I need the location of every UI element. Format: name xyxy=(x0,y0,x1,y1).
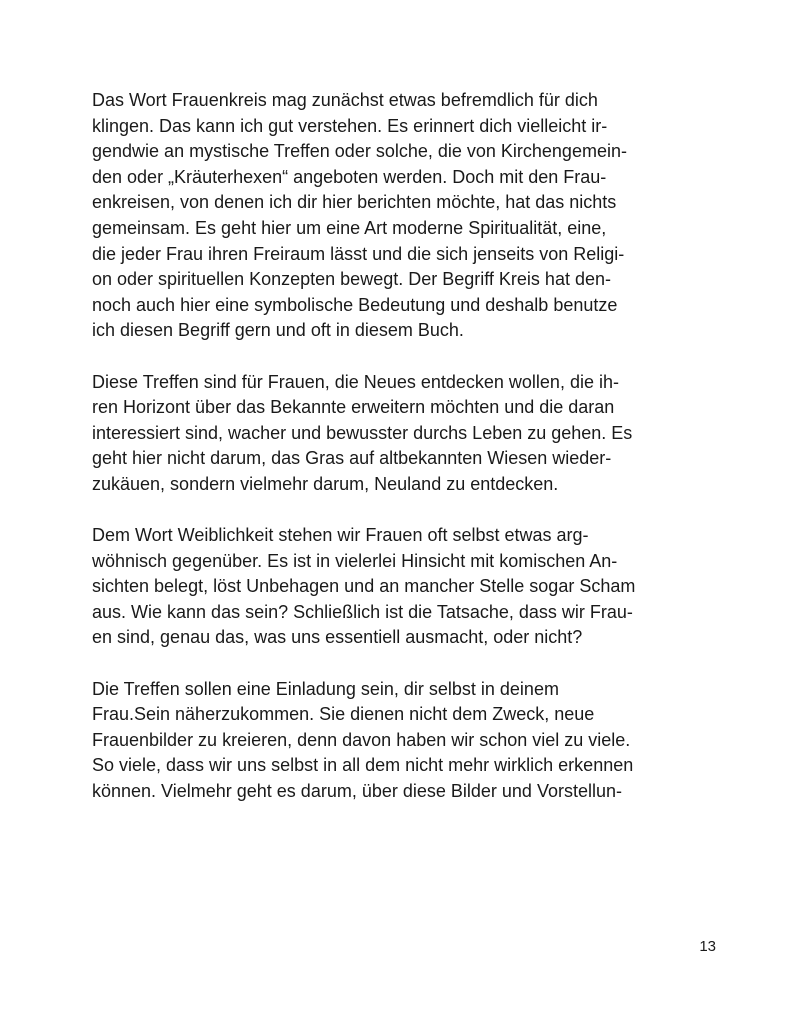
text-line: gendwie an mystische Treffen oder solche, die von Kirchengemein- xyxy=(92,141,627,162)
text-line: geht hier nicht darum, das Gras auf altbekannten Wiesen wieder- xyxy=(92,448,612,469)
text-line: noch auch hier eine symbolische Bedeutung und deshalb benutze xyxy=(92,294,618,315)
text-line: Diese Treffen sind für Frauen, die Neues entdecken wollen, die ih- xyxy=(92,371,619,392)
paragraph-3 xyxy=(92,523,717,651)
text-line: können. Vielmehr geht es darum, über diese Bilder und Vorstellun- xyxy=(92,781,622,802)
text-line: ich diesen Begriff gern und oft in diesem Buch. xyxy=(92,320,464,341)
text-line: klingen. Das kann ich gut verstehen. Es erinnert dich vielleicht ir- xyxy=(92,115,608,136)
text-line: sichten belegt, löst Unbehagen und an mancher Stelle sogar Scham xyxy=(92,576,636,597)
paragraph-1 xyxy=(92,88,717,344)
text-line: die jeder Frau ihren Freiraum lässt und die sich jenseits von Religi- xyxy=(92,243,625,264)
text-line: wöhnisch gegenüber. Es ist in vielerlei Hinsicht mit komischen An- xyxy=(92,550,618,571)
text-line: en sind, genau das, was uns essentiell ausmacht, oder nicht? xyxy=(92,627,583,648)
text-line: enkreisen, von denen ich dir hier berichten möchte, hat das nichts xyxy=(92,192,617,213)
text-line: Dem Wort Weiblichkeit stehen wir Frauen oft selbst etwas arg- xyxy=(92,525,589,546)
text-line: ren Horizont über das Bekannte erweitern möchten und die daran xyxy=(92,397,615,418)
paragraph-4 xyxy=(92,677,717,805)
text-line: zukäuen, sondern vielmehr darum, Neuland zu entdecken. xyxy=(92,473,559,494)
text-line: interessiert sind, wacher und bewusster durchs Leben zu gehen. Es xyxy=(92,422,633,443)
text-line: den oder „Kräuterhexen“ angeboten werden. Doch mit den Frau- xyxy=(92,166,607,187)
text-line: Das Wort Frauenkreis mag zunächst etwas befremdlich für dich xyxy=(92,90,598,110)
paragraph-2 xyxy=(92,370,717,498)
text-line: Frau.Sein näherzukommen. Sie dienen nicht dem Zweck, neue xyxy=(92,704,595,725)
page-number: 13 xyxy=(699,938,716,955)
text-line: Frauenbilder zu kreieren, denn davon haben wir schon viel zu viele. xyxy=(92,729,631,750)
text-line: Die Treffen sollen eine Einladung sein, dir selbst in deinem xyxy=(92,678,559,699)
text-line: gemeinsam. Es geht hier um eine Art moderne Spiritualität, eine, xyxy=(92,217,607,238)
text-line: aus. Wie kann das sein? Schließlich ist die Tatsache, dass wir Frau- xyxy=(92,601,633,622)
text-line: So viele, dass wir uns selbst in all dem nicht mehr wirklich erkennen xyxy=(92,755,634,776)
page-body xyxy=(92,88,717,830)
text-line: on oder spirituellen Konzepten bewegt. Der Begriff Kreis hat den- xyxy=(92,269,611,290)
